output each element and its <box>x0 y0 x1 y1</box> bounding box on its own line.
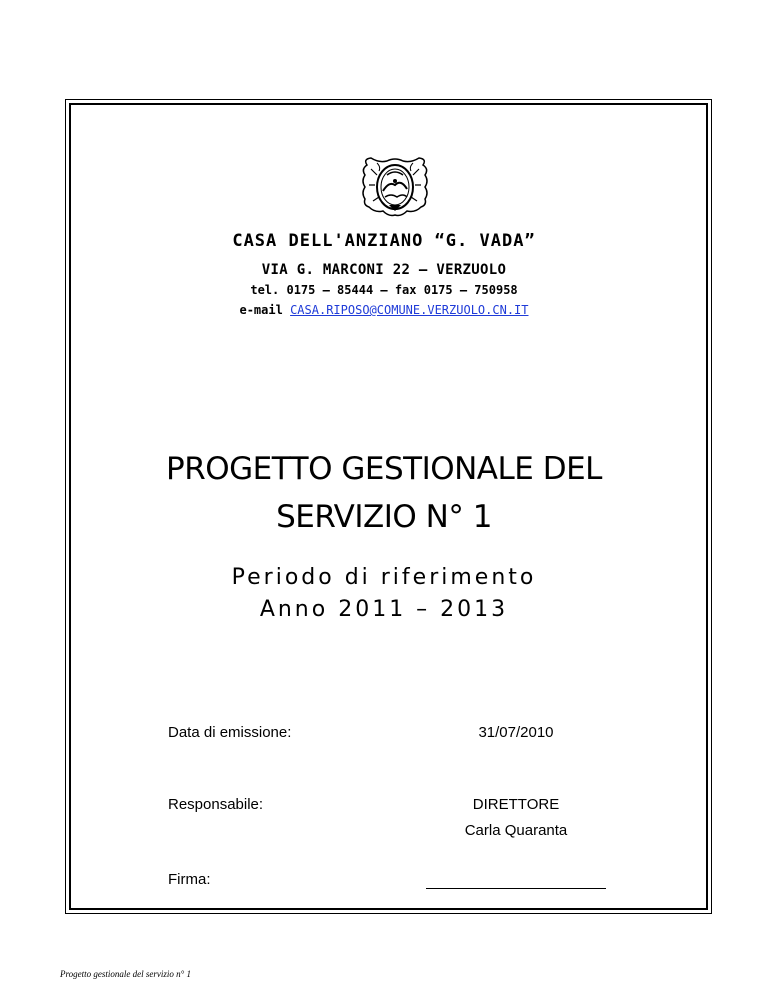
document-title-line-2: SERVIZIO N° 1 <box>276 499 492 535</box>
organization-name: CASA DELL'ANZIANO “G. VADA” <box>232 231 536 251</box>
reference-period-years: Anno 2011 – 2013 <box>259 597 509 622</box>
organization-address: VIA G. MARCONI 22 – VERZUOLO <box>261 262 507 278</box>
issue-date-value: 31/07/2010 <box>478 724 554 741</box>
document-title-line-1: PROGETTO GESTIONALE DEL <box>166 451 602 487</box>
manager-role: DIRETTORE <box>472 796 560 813</box>
organization-phone-fax: tel. 0175 – 85444 – fax 0175 – 750958 <box>250 283 518 297</box>
issue-date-label: Data di emissione: <box>168 724 292 741</box>
manager-name: Carla Quaranta <box>464 822 568 839</box>
signature-line <box>426 888 606 889</box>
reference-period-label: Periodo di riferimento <box>231 565 537 590</box>
signature-label: Firma: <box>168 871 211 888</box>
coat-of-arms-icon <box>357 155 433 219</box>
email-link[interactable]: CASA.RIPOSO@COMUNE.VERZUOLO.CN.IT <box>290 303 529 317</box>
document-title <box>0 445 768 541</box>
organization-email-line <box>0 303 768 317</box>
manager-label: Responsabile: <box>168 796 264 813</box>
page-footer: Progetto gestionale del servizio n° 1 <box>60 969 191 979</box>
reference-period <box>0 562 768 626</box>
email-label: e-mail <box>239 303 283 317</box>
